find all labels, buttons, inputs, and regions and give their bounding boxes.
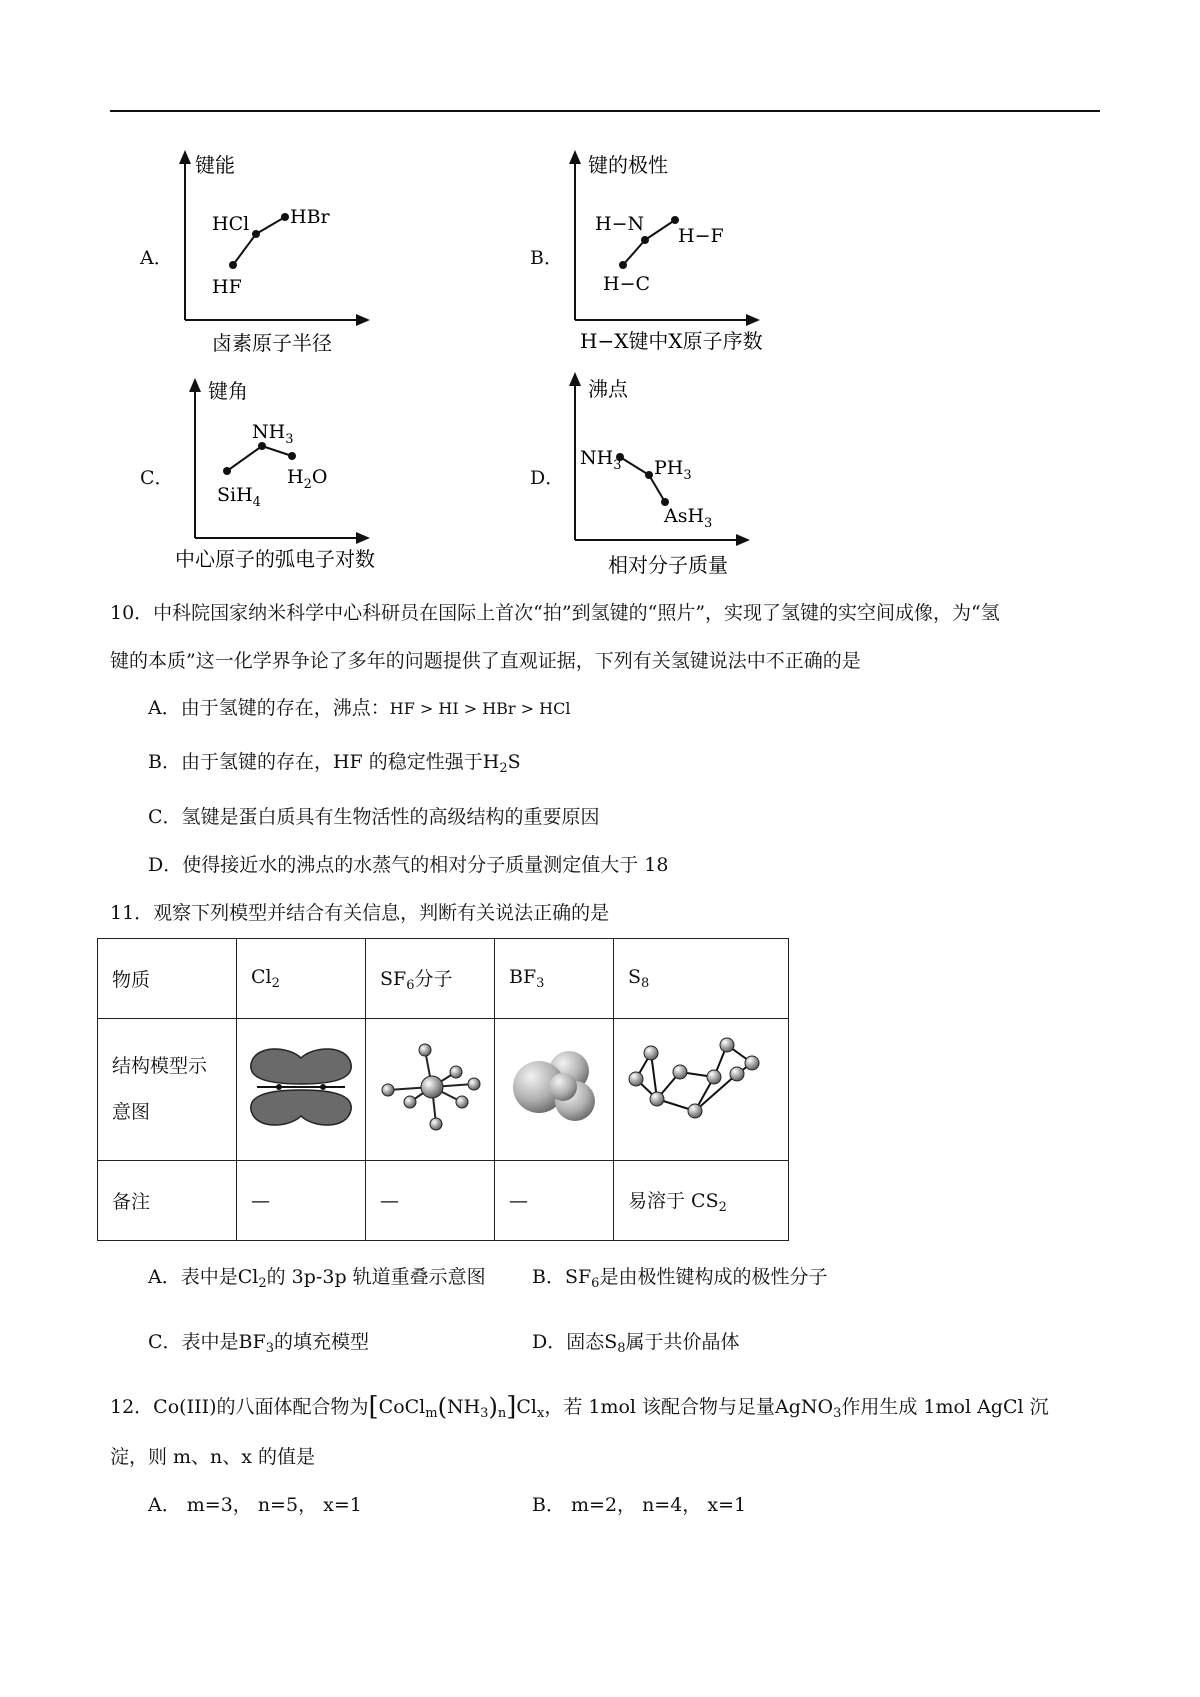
point-hn xyxy=(641,236,649,244)
q12-stem-line2: 淀，则 m、n、x 的值是 xyxy=(110,1446,316,1468)
point-sih4 xyxy=(223,467,231,475)
label-nh3: $NH_3$ xyxy=(252,421,294,447)
graph-b-ylabel: 键的极性 xyxy=(588,153,668,177)
bf3-space-filling-model xyxy=(499,1037,609,1137)
table-row xyxy=(98,939,789,1019)
table-cell: 物质 xyxy=(98,939,237,1019)
table-cell: 备注 xyxy=(98,1161,237,1241)
sf6-ball-stick-model xyxy=(370,1032,490,1142)
table-cell xyxy=(495,1019,614,1161)
q12-option-a: A． m=3， n=5， x=1 xyxy=(148,1494,362,1516)
graph-b-xlabel: H−X键中X原子序数 xyxy=(580,329,763,353)
graph-c-xlabel: 中心原子的弧电子对数 xyxy=(175,547,375,571)
label-nh3: $NH_3$ xyxy=(580,447,622,473)
q12-stem-line1: 12．Co(III)的八面体配合物为$[CoCl_m(NH_3)_n]Cl_x$，若 1mol 该配合物与足量AgNO$_3$作用生成 1mol AgCl 沉 xyxy=(110,1392,1049,1422)
table-cell: $Cl_2$ xyxy=(237,939,366,1019)
point-nh3 xyxy=(258,442,266,450)
q11-option-b: B．$SF_6$是由极性键构成的极性分子 xyxy=(532,1266,828,1291)
table-cell: — xyxy=(495,1161,614,1241)
table-row xyxy=(98,1019,789,1161)
table-cell: $BF_3$ xyxy=(495,939,614,1019)
graph-d xyxy=(550,372,810,582)
table-cell: 易溶于 $CS_2$ xyxy=(614,1161,789,1241)
point-hf xyxy=(671,216,679,224)
models-table xyxy=(97,938,789,1241)
graph-a-xlabel: 卤素原子半径 xyxy=(212,331,332,355)
table-cell xyxy=(237,1019,366,1161)
option-c-letter: C． xyxy=(140,467,174,489)
table-cell: $S_8$ xyxy=(614,939,789,1019)
table-cell: — xyxy=(237,1161,366,1241)
label-hn: H−N xyxy=(595,213,645,235)
q10-option-b: B．由于氢键的存在，HF 的稳定性强于$H_2S$ xyxy=(148,751,521,776)
q11-option-c: C．表中是$BF_3$的填充模型 xyxy=(148,1331,369,1356)
table-cell: $SF_6$分子 xyxy=(366,939,495,1019)
option-d-letter: D． xyxy=(530,467,565,489)
table-cell xyxy=(366,1019,495,1161)
q10-stem-line2: 键的本质”这一化学界争论了多年的问题提供了直观证据，下列有关氢键说法中不正确的是 xyxy=(110,650,861,672)
point-hf xyxy=(229,261,237,269)
graph-d-xlabel: 相对分子质量 xyxy=(608,553,728,577)
q12-option-b: B． m=2， n=4， x=1 xyxy=(532,1494,747,1516)
label-sih4: SiH$_4$ xyxy=(217,484,261,510)
table-cell xyxy=(614,1019,789,1161)
table-cell: — xyxy=(366,1161,495,1241)
q10-option-c: C．氢键是蛋白质具有生物活性的高级结构的重要原因 xyxy=(148,806,600,828)
label-hf-bond: H−F xyxy=(678,225,724,247)
q11-option-a: A．表中是$Cl_2$的 3p-3p 轨道重叠示意图 xyxy=(148,1266,486,1291)
graph-b xyxy=(550,150,810,360)
label-hbr: HBr xyxy=(290,206,330,228)
option-b-letter: B． xyxy=(530,247,563,269)
q10-option-d: D．使得接近水的沸点的水蒸气的相对分子质量测定值大于 18 xyxy=(148,854,669,876)
q10-stem-line1: 10．中科院国家纳米科学中心科研员在国际上首次“拍”到氢键的“照片”，实现了氢键的实空间成像，为“氢 xyxy=(110,602,1000,624)
graph-a-ylabel: 键能 xyxy=(195,153,235,177)
graph-a xyxy=(160,150,390,360)
option-a-letter: A． xyxy=(140,247,173,269)
label-hf: HF xyxy=(212,276,242,298)
cl2-orbital-model xyxy=(239,1042,364,1132)
point-ph3 xyxy=(645,471,653,479)
point-h2o xyxy=(288,452,296,460)
q11-stem: 11．观察下列模型并结合有关信息，判断有关说法正确的是 xyxy=(110,902,610,924)
graph-c-ylabel: 键角 xyxy=(208,379,248,403)
graph-c xyxy=(170,378,430,578)
label-ash3: AsH$_3$ xyxy=(664,505,713,531)
header-rule xyxy=(110,110,1100,112)
label-hcl: HCl xyxy=(212,213,250,235)
table-cell: 结构模型示 意图 xyxy=(98,1019,237,1161)
label-h2o: $H_2O$ xyxy=(287,466,328,492)
q10-option-a: A．由于氢键的存在，沸点：HF > HI > HBr > HCl xyxy=(148,697,571,719)
point-hcl xyxy=(252,230,260,238)
table-row xyxy=(98,1161,789,1241)
point-hc xyxy=(619,261,627,269)
label-ph3: $PH_3$ xyxy=(654,457,692,483)
point-hbr xyxy=(281,213,289,221)
q11-option-d: D．固态$S_8$属于共价晶体 xyxy=(532,1331,740,1356)
s8-ring-model xyxy=(616,1027,786,1147)
label-hc: H−C xyxy=(603,273,651,295)
graph-d-ylabel: 沸点 xyxy=(588,377,628,401)
